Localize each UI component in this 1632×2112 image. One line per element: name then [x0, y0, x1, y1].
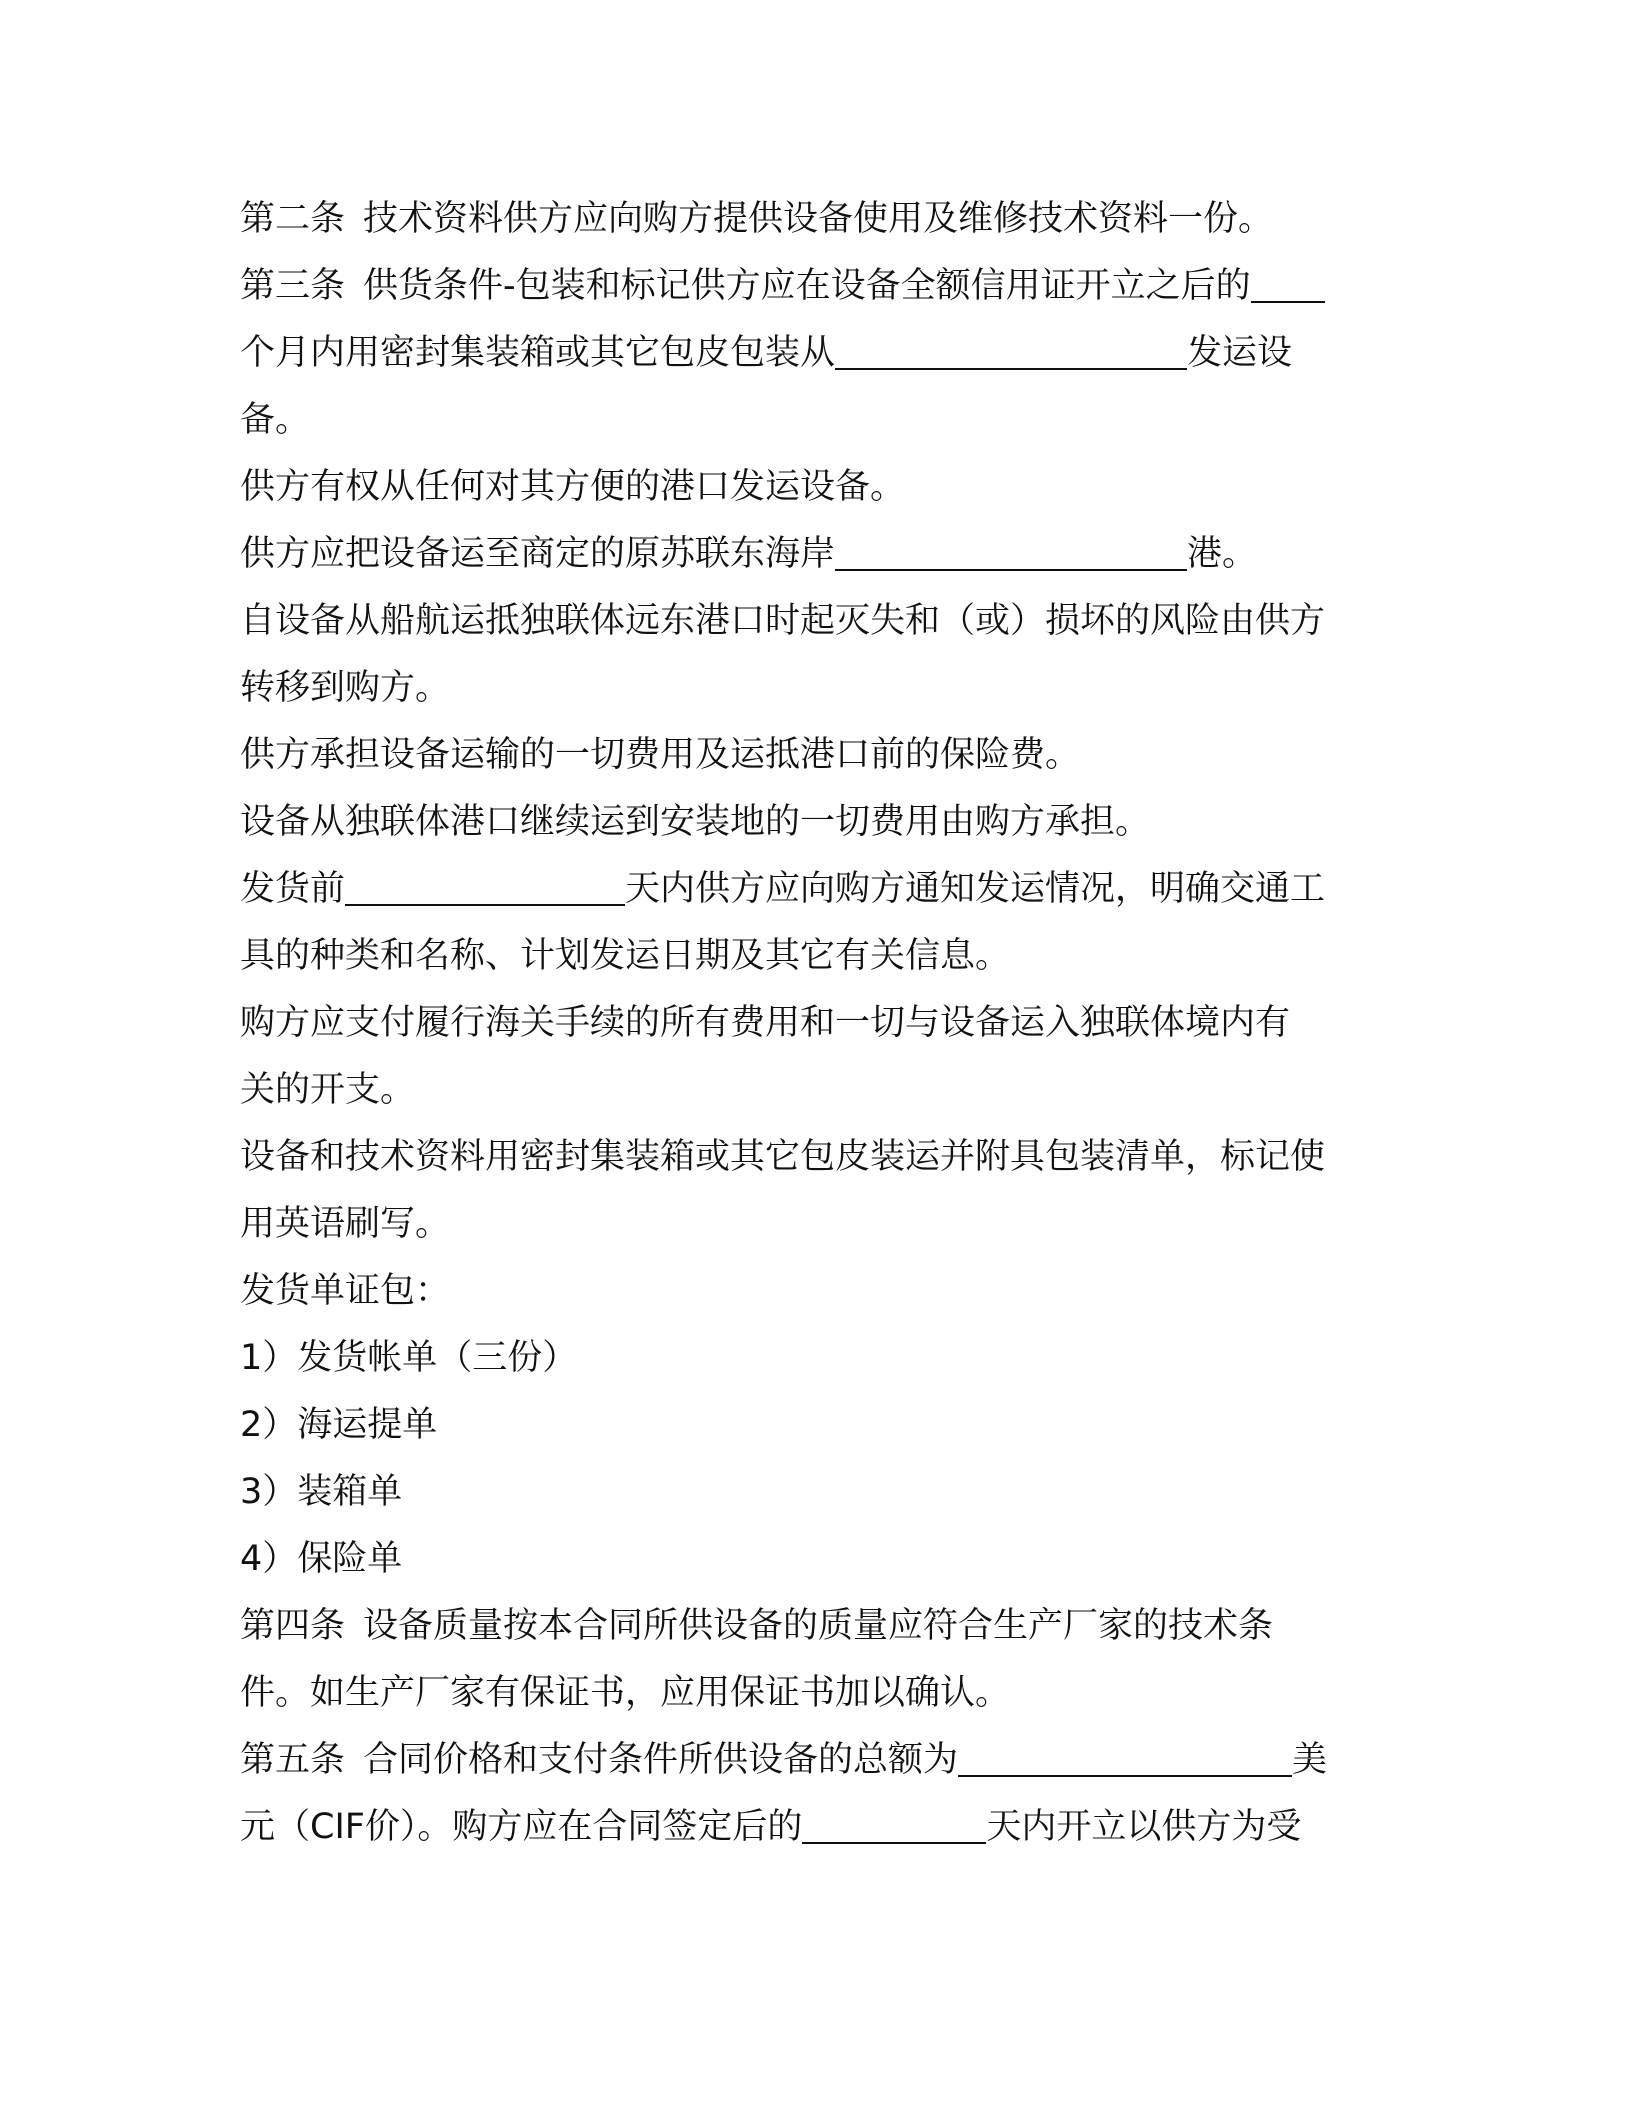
packing-line-1 [240, 1124, 1396, 1191]
list-item [240, 1325, 1396, 1392]
cost-text: 供方承担设备运输的一切费用及运抵港口前的保险费。 [240, 735, 1081, 775]
list-item-bill-of-lading: 2）海运提单 [240, 1405, 438, 1445]
documents-heading [240, 1258, 1396, 1325]
port-right-line [240, 454, 1396, 521]
list-item [240, 1392, 1396, 1459]
port-right-text: 供方有权从任何对其方便的港口发运设备。 [240, 467, 906, 507]
article-5-text-2b: 天内开立以供方为受 [986, 1807, 1302, 1847]
blank-origin-field[interactable] [835, 320, 1187, 370]
article-5-text-2a: 元（CIF价）。购方应在合同签定后的 [240, 1807, 803, 1847]
destination-line [240, 521, 1396, 588]
blank-days-field[interactable] [345, 856, 625, 906]
blank-days-after-signing-field[interactable] [802, 1794, 986, 1844]
article-2-number: 第二条 [240, 199, 346, 239]
article-5-text: 合同价格和支付条件所供设备的总额为 [363, 1740, 959, 1780]
list-item [240, 1459, 1396, 1526]
customs-line-2 [240, 1057, 1396, 1124]
article-2-line [240, 186, 1396, 253]
article-3-number: 第三条 [240, 266, 346, 306]
shipment-line [240, 320, 1396, 387]
list-item-packing-list: 3）装箱单 [240, 1472, 403, 1512]
blank-amount-field[interactable] [958, 1727, 1292, 1777]
article-5-text-end: 美 [1292, 1740, 1328, 1780]
risk-line-1 [240, 588, 1396, 655]
notice-text-2: 具的种类和名称、计划发运日期及其它有关信息。 [240, 936, 1011, 976]
shipment-line-end [240, 387, 1396, 454]
inland-cost-text: 设备从独联体港口继续运到安装地的一切费用由购方承担。 [240, 802, 1151, 842]
list-item-insurance: 4）保险单 [240, 1539, 403, 1579]
article-3-line [240, 253, 1396, 320]
article-5-line-2 [240, 1794, 1396, 1861]
blank-months-field[interactable] [1251, 253, 1325, 303]
blank-port-field[interactable] [835, 521, 1187, 571]
article-3-text: 供货条件-包装和标记供方应在设备全额信用证开立之后的 [363, 266, 1251, 306]
article-4-line [240, 1593, 1396, 1660]
article-4-text: 设备质量按本合同所供设备的质量应符合生产厂家的技术条 [363, 1606, 1274, 1646]
notice-text-a: 发货前 [240, 869, 346, 909]
risk-text-1: 自设备从船航运抵独联体远东港口时起灭失和（或）损坏的风险由供方 [240, 601, 1326, 641]
notice-line-1 [240, 856, 1396, 923]
notice-text-b: 天内供方应向购方通知发运情况，明确交通工 [625, 869, 1326, 909]
packing-line-2 [240, 1191, 1396, 1258]
packing-text-2: 用英语刷写。 [240, 1204, 451, 1244]
customs-text-2: 关的开支。 [240, 1070, 416, 1110]
list-item-invoice: 1）发货帐单（三份） [240, 1338, 578, 1378]
notice-line-2 [240, 923, 1396, 990]
shipment-text-a: 个月内用密封集装箱或其它包皮包装从 [240, 333, 836, 373]
packing-text-1: 设备和技术资料用密封集装箱或其它包皮装运并附具包装清单，标记使 [240, 1137, 1326, 1177]
shipment-text-end: 备。 [240, 400, 311, 440]
documents-heading-text: 发货单证包： [240, 1271, 451, 1311]
article-5-number: 第五条 [240, 1740, 346, 1780]
article-4-line-2 [240, 1660, 1396, 1727]
article-4-text-2: 件。如生产厂家有保证书，应用保证书加以确认。 [240, 1673, 1011, 1713]
cost-line [240, 722, 1396, 789]
article-5-line [240, 1727, 1396, 1794]
document-body [240, 186, 1396, 1861]
inland-cost-line [240, 789, 1396, 856]
destination-text-a: 供方应把设备运至商定的原苏联东海岸 [240, 534, 836, 574]
customs-text-1: 购方应支付履行海关手续的所有费用和一切与设备运入独联体境内有 [240, 1003, 1291, 1043]
risk-text-2: 转移到购方。 [240, 668, 451, 708]
customs-line-1 [240, 990, 1396, 1057]
article-2-text: 技术资料供方应向购方提供设备使用及维修技术资料一份。 [363, 199, 1274, 239]
shipment-text-b: 发运设 [1187, 333, 1293, 373]
risk-line-2 [240, 655, 1396, 722]
destination-text-b: 港。 [1187, 534, 1258, 574]
list-item [240, 1526, 1396, 1593]
article-4-number: 第四条 [240, 1606, 346, 1646]
